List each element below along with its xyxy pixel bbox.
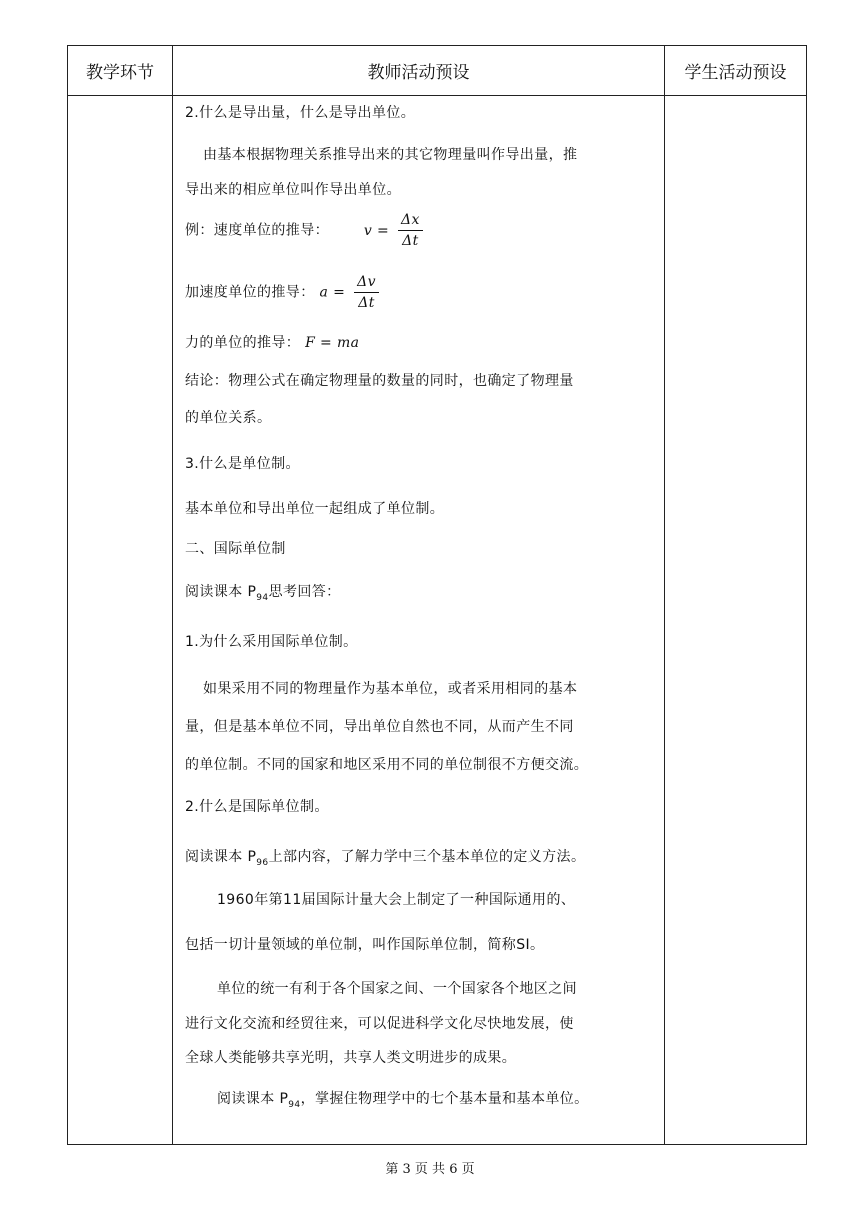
text-line <box>185 846 585 868</box>
acceleration-derivation <box>185 274 379 311</box>
acceleration-denominator: Δt <box>358 295 375 311</box>
velocity-denominator: Δt <box>402 233 419 249</box>
acceleration-fraction <box>354 274 379 311</box>
text-line: 导出来的相应单位叫作导出单位。 <box>185 182 401 198</box>
text-line: 3.什么是单位制。 <box>185 456 300 472</box>
velocity-lhs: v = <box>363 222 390 239</box>
page-subscript: 94 <box>288 1099 301 1110</box>
force-derivation <box>185 332 359 352</box>
teacher-activity-cell <box>173 96 665 1145</box>
text-line <box>185 581 341 603</box>
text-line: 2.什么是国际单位制。 <box>185 799 329 815</box>
text-line: 的单位制。不同的国家和地区采用不同的单位制很不方便交流。 <box>185 757 589 773</box>
acceleration-label: 加速度单位的推导： <box>185 284 315 301</box>
velocity-derivation <box>185 212 423 249</box>
text-line: 二、国际单位制 <box>185 541 286 557</box>
body-row <box>68 96 807 1145</box>
student-activity-cell <box>665 96 807 1145</box>
header-teaching-stage: 教学环节 <box>68 46 173 96</box>
text-fragment: 上部内容，了解力学中三个基本单位的定义方法。 <box>268 849 586 865</box>
text-line: 由基本根据物理关系推导出来的其它物理量叫作导出量，推 <box>203 147 578 163</box>
acceleration-numerator: Δv <box>354 274 379 293</box>
text-line: 包括一切计量领域的单位制，叫作国际单位制，简称SI。 <box>185 937 545 953</box>
text-line: 量，但是基本单位不同，导出单位自然也不同，从而产生不同 <box>185 719 574 735</box>
page-subscript: 96 <box>256 857 269 868</box>
velocity-numerator: Δx <box>398 212 423 231</box>
text-fragment: 阅读课本 P <box>185 584 257 600</box>
header-student-activity: 学生活动预设 <box>665 46 807 96</box>
text-line: 2.什么是导出量，什么是导出单位。 <box>185 105 416 121</box>
text-line: 基本单位和导出单位一起组成了单位制。 <box>185 501 445 517</box>
text-line: 单位的统一有利于各个国家之间、一个国家各个地区之间 <box>217 981 577 997</box>
text-line: 1960年第11届国际计量大会上制定了一种国际通用的、 <box>217 892 576 908</box>
header-teacher-activity: 教师活动预设 <box>173 46 665 96</box>
velocity-label: 例：速度单位的推导： <box>185 222 329 239</box>
lesson-table <box>67 45 807 1145</box>
velocity-fraction <box>398 212 423 249</box>
text-line: 结论：物理公式在确定物理量的数量的同时，也确定了物理量 <box>185 373 574 389</box>
text-line: 1.为什么采用国际单位制。 <box>185 634 358 650</box>
text-line: 进行文化交流和经贸往来，可以促进科学文化尽快地发展，使 <box>185 1016 574 1032</box>
page-footer: 第 3 页 共 6 页 <box>385 1162 475 1177</box>
header-row <box>68 46 807 96</box>
text-line: 如果采用不同的物理量作为基本单位，或者采用相同的基本 <box>203 681 578 697</box>
text-fragment: 阅读课本 P <box>185 849 257 865</box>
text-fragment: 思考回答： <box>268 584 341 600</box>
acceleration-lhs: a = <box>319 284 346 301</box>
text-line: 的单位关系。 <box>185 410 272 426</box>
text-fragment: 阅读课本 P <box>217 1091 289 1107</box>
text-fragment: ，掌握住物理学中的七个基本量和基本单位。 <box>300 1091 589 1107</box>
text-line: 全球人类能够共享光明，共享人类文明进步的成果。 <box>185 1050 517 1066</box>
text-line <box>217 1088 589 1110</box>
teaching-stage-cell <box>68 96 173 1145</box>
teacher-activity-content <box>173 96 664 1144</box>
force-label: 力的单位的推导： <box>185 335 301 351</box>
page-subscript: 94 <box>256 592 269 603</box>
force-formula: F = ma <box>305 335 360 351</box>
